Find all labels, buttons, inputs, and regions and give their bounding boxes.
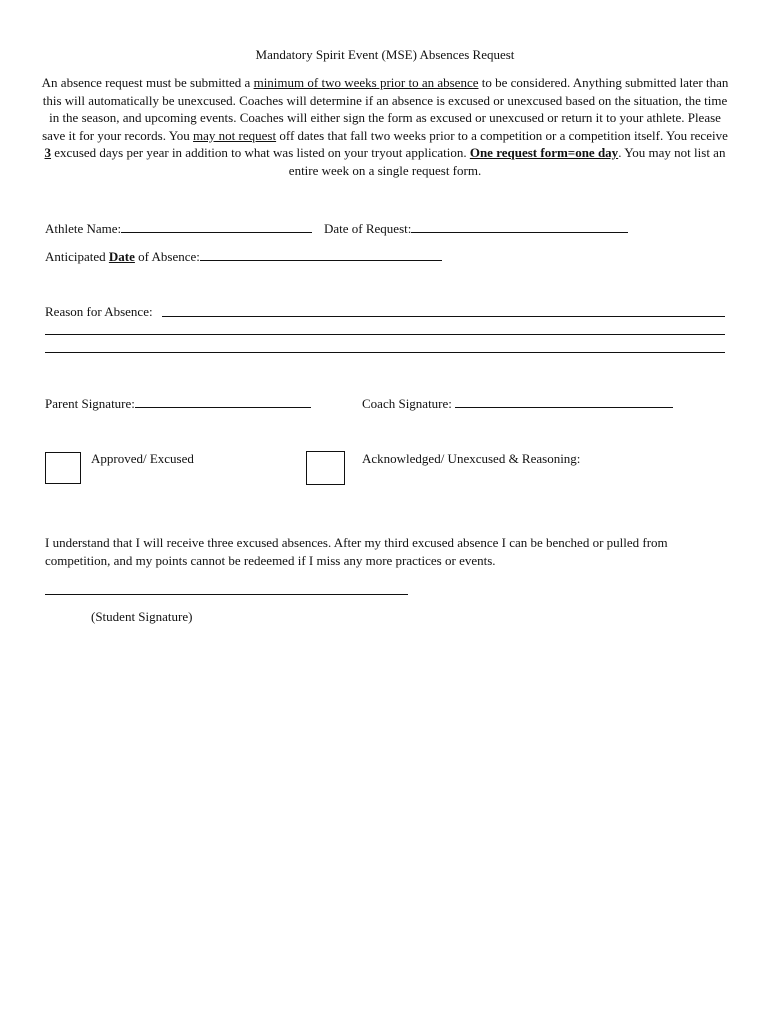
intro-text-2: to be considered. Anything submitted later than this will automatically be unexcused. Coaches will determine if an absence is excused or unexcused based on the situation, the time in the season, and upcoming events. Coaches will either sign the form as excused or unexcused or return it to your athlete. Please save it for your records. You xyxy=(42,75,729,143)
form-title: Mandatory Spirit Event (MSE) Absences Request xyxy=(255,47,515,62)
date-of-request-field[interactable] xyxy=(411,220,628,233)
athlete-name-row xyxy=(45,220,312,237)
approved-label: Approved/ Excused xyxy=(91,451,194,466)
anticipated-suffix: of Absence: xyxy=(134,249,200,264)
date-of-request-label: Date of Request: xyxy=(324,221,412,236)
acknowledged-label: Acknowledged/ Unexcused & Reasoning: xyxy=(362,451,581,466)
reason-field-line-1[interactable] xyxy=(162,316,725,317)
instructions-paragraph xyxy=(38,74,732,180)
date-of-request-row xyxy=(324,220,628,237)
student-signature-field[interactable] xyxy=(45,594,408,595)
intro-bold-rule: One request form=one day xyxy=(469,145,619,161)
coach-signature-row xyxy=(362,395,673,412)
parent-signature-field[interactable] xyxy=(135,395,311,408)
acknowledgement-statement: I understand that I will receive three excused absences. After my third excused absence I can be benched or pulled from competition, and my points cannot be redeemed if I miss any more practices or events. xyxy=(45,535,668,568)
anticipated-date-word: Date xyxy=(108,249,135,264)
athlete-name-label: Athlete Name: xyxy=(45,221,122,236)
intro-underlined-2: may not request xyxy=(193,127,277,143)
intro-text-4: excused days per year in addition to what was listed on your tryout application. xyxy=(51,145,470,161)
coach-signature-label: Coach Signature: xyxy=(362,396,456,411)
approved-checkbox[interactable] xyxy=(45,452,81,484)
parent-signature-row xyxy=(45,395,311,412)
coach-signature-field[interactable] xyxy=(455,395,673,408)
intro-underlined-1: minimum of two weeks prior to an absence xyxy=(253,75,479,90)
intro-text-5: . You may not list an entire week on a single request form. xyxy=(288,145,726,178)
reason-field-line-3[interactable] xyxy=(45,352,725,353)
intro-text-3: off dates that fall two weeks prior to a competition or a competition itself. You receive xyxy=(276,127,728,143)
student-signature-label: (Student Signature) xyxy=(91,609,193,624)
excused-days-count: 3 xyxy=(44,145,52,161)
athlete-name-field[interactable] xyxy=(121,220,312,233)
parent-signature-label: Parent Signature: xyxy=(45,396,135,411)
anticipated-prefix: Anticipated xyxy=(45,249,109,264)
anticipated-date-field[interactable] xyxy=(200,248,442,261)
intro-text-1: An absence request must be submitted a xyxy=(41,75,254,90)
reason-label: Reason for Absence: xyxy=(45,304,153,319)
reason-field-line-2[interactable] xyxy=(45,334,725,335)
acknowledged-checkbox[interactable] xyxy=(306,451,345,485)
anticipated-date-row xyxy=(45,248,442,265)
